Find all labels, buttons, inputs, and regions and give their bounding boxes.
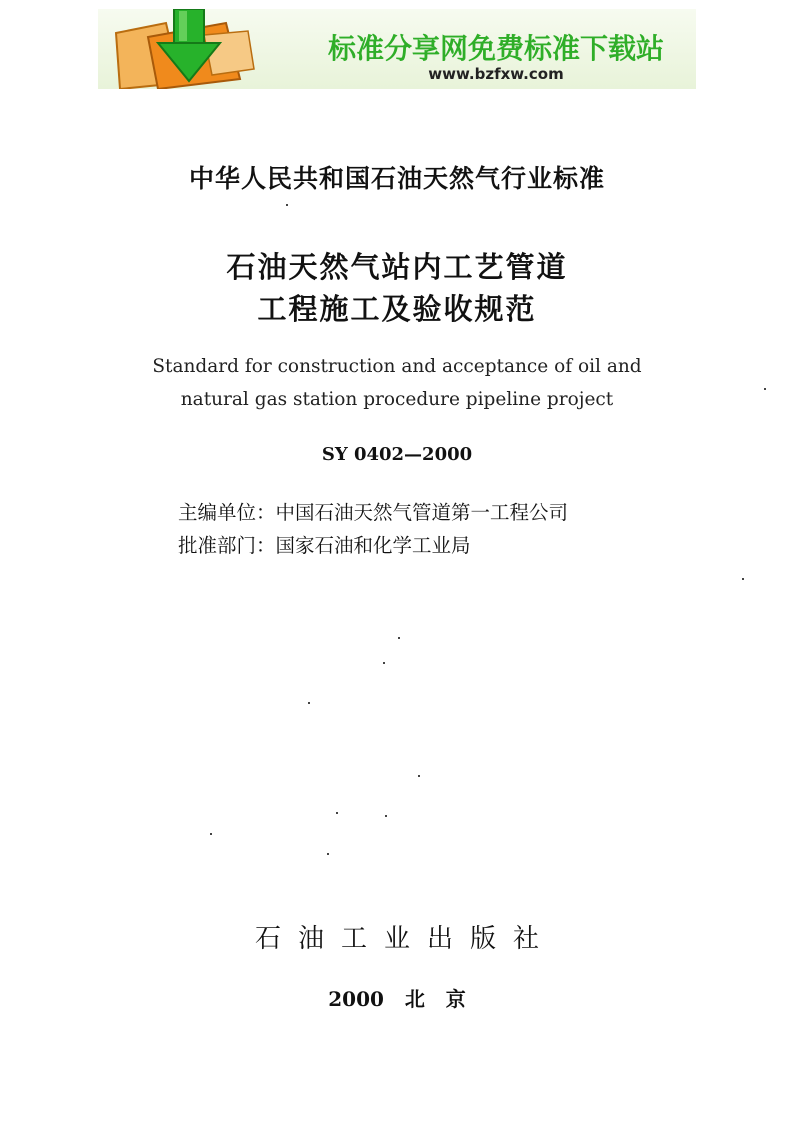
scan-speck [385, 815, 387, 817]
standard-category: 中华人民共和国石油天然气行业标准 [188, 164, 605, 193]
document-title-line-2: 工程施工及验收规范 [257, 292, 537, 326]
scan-speck [764, 388, 766, 390]
editor-unit: 主编单位：中国石油天然气管道第一工程公司 [178, 501, 569, 524]
site-banner[interactable] [98, 9, 696, 89]
scan-speck [327, 853, 329, 855]
banner-title: 标准分享网免费标准下载站 [327, 32, 664, 65]
scan-speck [286, 204, 288, 206]
banner-url[interactable]: www.bzfxw.com [428, 65, 564, 83]
scan-speck [336, 812, 338, 814]
english-title-line-1: Standard for construction and acceptance of oil and [152, 356, 642, 377]
scan-speck [398, 637, 400, 639]
english-title-line-2: natural gas station procedure pipeline project [180, 389, 614, 410]
scan-speck [210, 833, 212, 835]
standard-number: SY 0402—2000 [321, 444, 473, 465]
publication-year-place: 2000 北 京 [328, 987, 466, 1011]
document-title-line-1: 石油天然气站内工艺管道 [226, 250, 568, 284]
scan-speck [418, 775, 420, 777]
publisher-name: 石油工业出版社 [254, 924, 556, 954]
approval-department: 批准部门：国家石油和化学工业局 [178, 534, 471, 557]
download-arrow-folder-icon [108, 9, 258, 89]
scan-speck [308, 702, 310, 704]
scan-speck [742, 578, 744, 580]
scan-speck [383, 662, 385, 664]
